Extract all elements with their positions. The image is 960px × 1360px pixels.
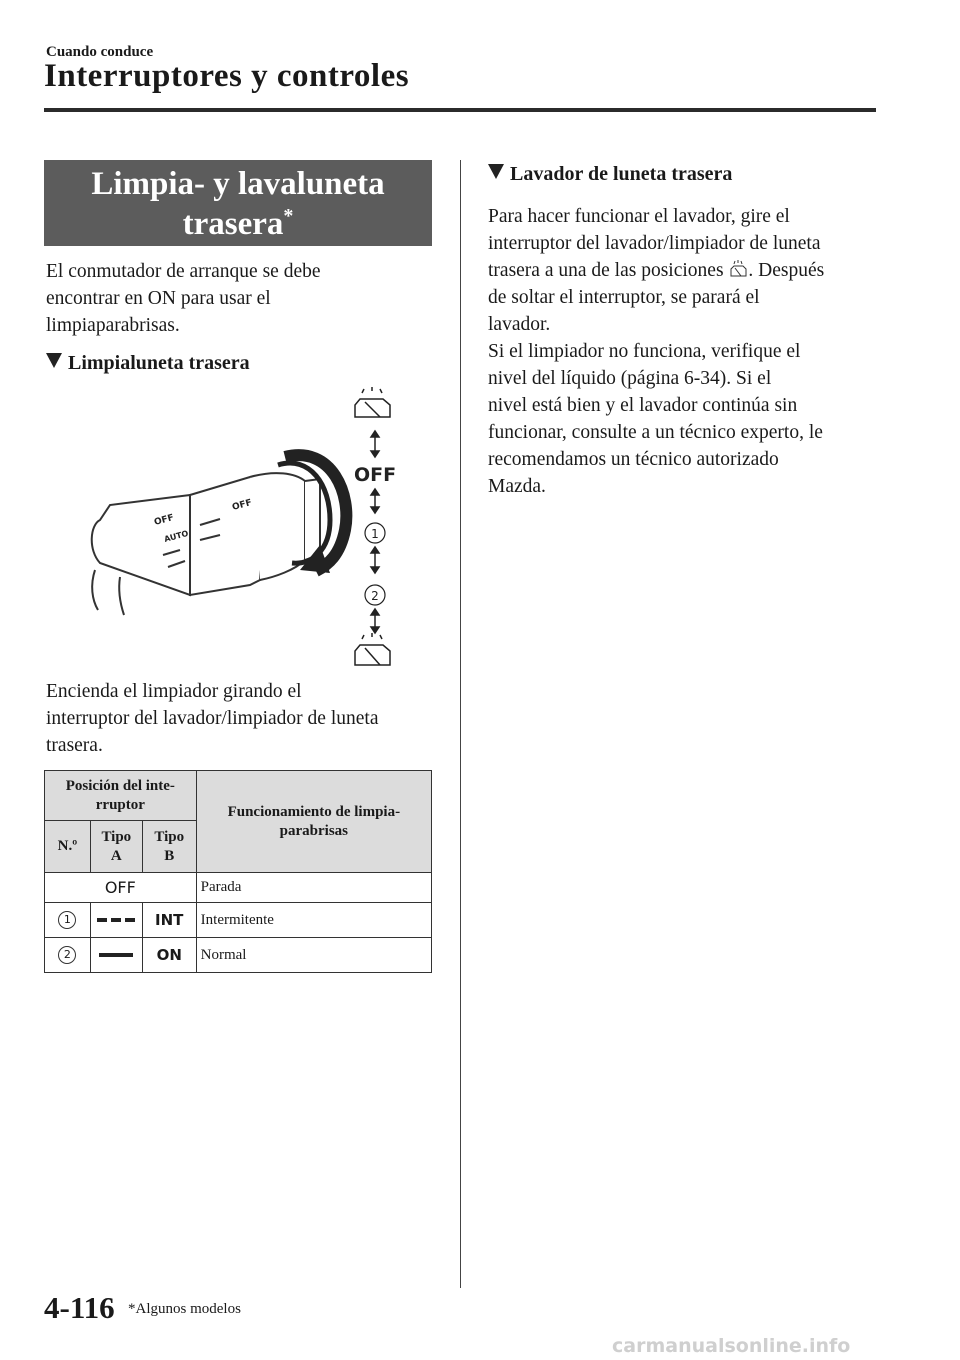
header-operation: Funcionamiento de limpia- parabrisas <box>196 771 431 873</box>
washer-line: interruptor del lavador/limpiador de luneta <box>488 233 821 254</box>
arrow-updown-icon <box>371 431 379 457</box>
washer-subheading <box>488 163 732 186</box>
washer-line: nivel está bien y el lavador continúa sin <box>488 395 798 416</box>
header-position: Posición del inte- rruptor <box>45 771 197 821</box>
wiper-switch-illustration <box>80 385 420 675</box>
table-row <box>45 903 432 938</box>
header-rule <box>44 108 876 112</box>
title-line-1: Limpia- y lavaluneta <box>91 166 385 202</box>
cell-type-b: ON <box>142 938 196 973</box>
washer-line: Si el limpiador no funciona, verifique el <box>488 341 801 362</box>
washer-line: de soltar el interruptor, se parará el <box>488 287 760 308</box>
circled-number: 2 <box>58 946 76 964</box>
title-line-2 <box>44 204 432 244</box>
title-asterisk: * <box>283 205 294 227</box>
wiper-line: interruptor del lavador/limpiador de luneta <box>46 708 379 729</box>
stalk-label-auto: AUTO <box>163 528 190 544</box>
column-divider <box>460 160 461 1288</box>
rear-washer-icon <box>355 387 390 417</box>
section-label: Cuando conduce <box>46 44 154 60</box>
washer-paragraph <box>488 203 888 500</box>
washer-line <box>488 257 888 284</box>
washer-line: nivel del líquido (página 6-34). Si el <box>488 368 772 389</box>
washer-line: recomendamos un técnico autorizado <box>488 449 779 470</box>
rear-washer-icon <box>355 633 390 665</box>
position-label-1: 1 <box>371 527 379 541</box>
arrow-updown-icon <box>371 547 379 573</box>
cell-type-a <box>90 903 142 938</box>
washer-subheading-text: Lavador de luneta trasera <box>510 163 733 185</box>
wiper-subheading <box>46 352 250 375</box>
dashed-line-icon <box>97 916 135 924</box>
cell-no <box>45 903 91 938</box>
header-no: N.º <box>45 821 91 873</box>
section-title-box <box>44 160 432 246</box>
triangle-bullet-icon <box>488 164 504 179</box>
page-number: 4-116 <box>44 1290 115 1325</box>
arrow-updown-icon <box>371 609 379 633</box>
title-line-2-text: trasera <box>182 206 284 242</box>
cell-operation: Normal <box>196 938 431 973</box>
washer-line: lavador. <box>488 314 551 335</box>
wiper-line: trasera. <box>46 735 103 756</box>
header-type-a: Tipo A <box>90 821 142 873</box>
watermark: carmanualsonline.info <box>612 1335 851 1357</box>
header-type-b: Tipo B <box>142 821 196 873</box>
washer-line-part: trasera a una de las posiciones <box>488 260 724 281</box>
triangle-bullet-icon <box>46 353 62 368</box>
table-row <box>45 873 432 903</box>
footnote: *Algunos modelos <box>128 1301 241 1317</box>
washer-line-part: . Después <box>748 260 825 281</box>
table-row <box>45 938 432 973</box>
stalk-label-off-front: OFF <box>153 513 176 528</box>
switch-position-table <box>44 770 432 973</box>
intro-line: encontrar en ON para usar el <box>46 288 271 309</box>
cell-operation: Parada <box>196 873 431 903</box>
cell-type-b: INT <box>142 903 196 938</box>
circled-number: 1 <box>58 911 76 929</box>
wiper-subheading-text: Limpialuneta trasera <box>68 352 250 374</box>
solid-line-icon <box>97 951 135 959</box>
intro-line: limpiaparabrisas. <box>46 315 180 336</box>
intro-paragraph <box>46 258 321 339</box>
washer-line: funcionar, consulte a un técnico experto, le <box>488 422 823 443</box>
cell-type-a <box>90 938 142 973</box>
position-label-2: 2 <box>371 589 379 603</box>
wiper-line: Encienda el limpiador girando el <box>46 681 302 702</box>
cell-no <box>45 938 91 973</box>
arrow-updown-icon <box>371 489 379 513</box>
chapter-title: Interruptores y controles <box>44 58 410 94</box>
intro-line: El conmutador de arranque se debe <box>46 261 321 282</box>
washer-line: Para hacer funcionar el lavador, gire el <box>488 206 790 227</box>
stalk-label-off-rear: OFF <box>231 498 254 513</box>
washer-line: Mazda. <box>488 476 546 497</box>
position-label-off: OFF <box>353 464 397 486</box>
wiper-paragraph <box>46 678 378 759</box>
cell-operation: Intermitente <box>196 903 431 938</box>
cell-off: OFF <box>45 873 197 903</box>
rear-washer-icon <box>728 260 748 278</box>
